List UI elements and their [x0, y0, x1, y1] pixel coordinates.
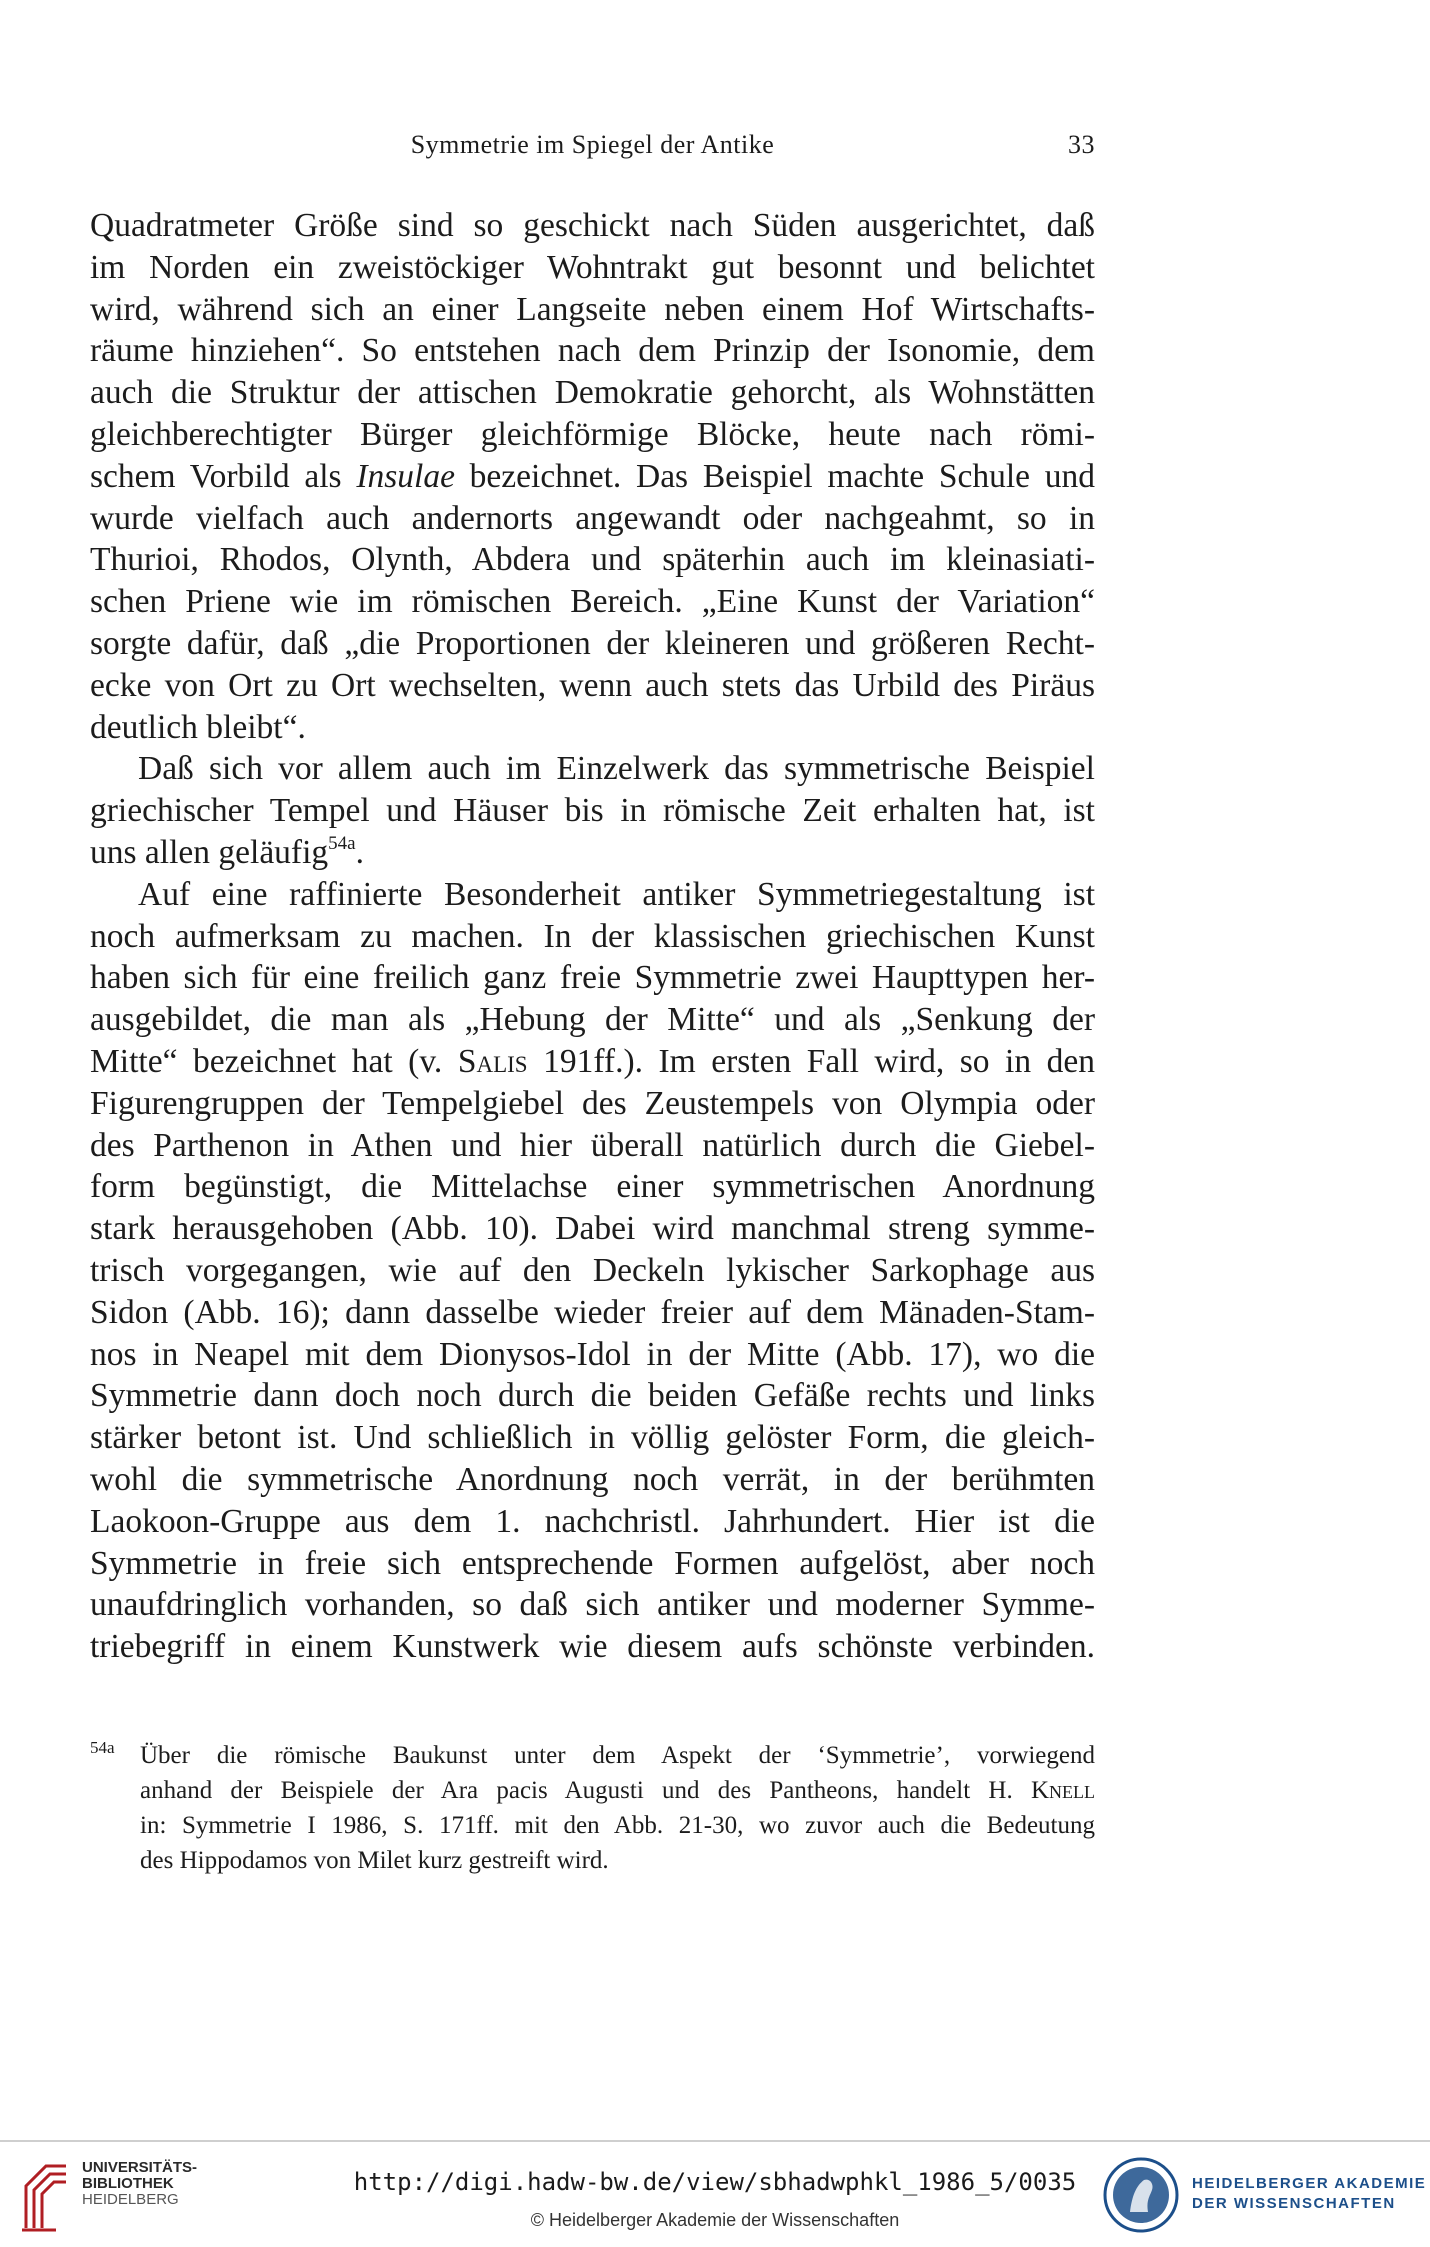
text-line: schem Vorbild als Insulae bezeichnet. Das Beispiel machte Schule und — [90, 457, 1095, 495]
text-line: im Norden ein zweistöckiger Wohntrakt gut besonnt und belichtet — [90, 248, 1095, 286]
running-head — [90, 130, 1095, 170]
text-line: stärker betont ist. Und schließlich in völlig gelöster Form, die gleich- — [90, 1419, 1095, 1457]
text-line: ausgebildet, die man als „Hebung der Mitte“ und als „Senkung der — [90, 1001, 1095, 1039]
text-line: haben sich für eine freilich ganz freie Symmetrie zwei Haupttypen her- — [90, 959, 1095, 997]
academy-name: HEIDELBERGER AKADEMIE DER WISSENSCHAFTEN — [1192, 2175, 1427, 2212]
footnote-line: anhand der Beispiele der Ara pacis Augusti und des Pantheons, handelt H. Knell — [140, 1777, 1095, 1804]
text-line: räume hinziehen“. So entstehen nach dem Prinzip der Isonomie, dem — [90, 332, 1095, 370]
text-line: Symmetrie in freie sich entsprechende Formen aufgelöst, aber noch — [90, 1544, 1095, 1582]
text-line: stark herausgehoben (Abb. 10). Dabei wird manchmal streng symme- — [90, 1210, 1095, 1248]
author-name: Knell — [1030, 1777, 1095, 1804]
text-line: triebegriff in einem Kunstwerk wie diesem aufs schönste verbinden. — [90, 1628, 1095, 1666]
page-number: 33 — [1068, 130, 1095, 159]
copyright-notice: © Heidelberger Akademie der Wissenschaften — [530, 2210, 900, 2230]
text-line: deutlich bleibt“. — [90, 708, 306, 746]
text-line: Daß sich vor allem auch im Einzelwerk das symmetrische Beispiel — [138, 750, 1095, 788]
text-line: sorgte dafür, daß „die Proportionen der kleineren und größeren Recht- — [90, 624, 1095, 662]
footnote — [90, 1738, 1095, 1878]
footnote-mark: 54a — [90, 1738, 115, 1757]
text-line: des Parthenon in Athen und hier überall natürlich durch die Giebel- — [90, 1126, 1095, 1164]
author-name: Salis — [457, 1042, 528, 1080]
text-line: trisch vorgegangen, wie auf den Deckeln lykischer Sarkophage aus — [90, 1251, 1095, 1289]
text-line: Quadratmeter Größe sind so geschickt nach Süden ausgerichtet, daß — [90, 207, 1095, 244]
text-line: wohl die symmetrische Anordnung noch verrät, in der berühmten — [90, 1460, 1095, 1498]
text-line: Figurengruppen der Tempelgiebel des Zeustempels von Olympia oder — [90, 1084, 1095, 1122]
text-line: gleichberechtigter Bürger gleichförmige Blöcke, heute nach römi- — [90, 415, 1095, 453]
text-line: Auf eine raffinierte Besonderheit antiker Symmetriegestaltung ist — [138, 875, 1095, 913]
text-line: Thurioi, Rhodos, Olynth, Abdera und späterhin auch im kleinasiati- — [90, 541, 1095, 579]
text-line: schen Priene wie im römischen Bereich. „Eine Kunst der Variation“ — [90, 583, 1095, 621]
university-library-name: UNIVERSITÄTS- BIBLIOTHEK HEIDELBERG — [82, 2159, 198, 2208]
text-line: Laokoon-Gruppe aus dem 1. nachchristl. Jahrhundert. Hier ist die — [90, 1502, 1095, 1540]
italic-term: Insulae — [356, 457, 455, 495]
footnote-ref[interactable]: 54a — [328, 832, 356, 854]
text-line: form begünstigt, die Mittelachse einer symmetrischen Anordnung — [90, 1168, 1095, 1206]
text-line: nos in Neapel mit dem Dionysos-Idol in der Mitte (Abb. 17), wo die — [90, 1335, 1095, 1373]
academy-seal-icon — [1102, 2156, 1180, 2234]
footnote-line: Über die römische Baukunst unter dem Aspekt der ‘Symmetrie’, vorwiegend — [140, 1742, 1095, 1769]
text-line: unaufdringlich vorhanden, so daß sich antiker und moderner Symme- — [90, 1586, 1095, 1624]
text-line: auch die Struktur der attischen Demokratie gehorcht, als Wohnstätten — [90, 374, 1095, 412]
text-line: noch aufmerksam zu machen. In der klassischen griechischen Kunst — [90, 917, 1095, 955]
text-line: griechischer Tempel und Häuser bis in römische Zeit erhalten hat, ist — [90, 792, 1095, 830]
text-line: Mitte“ bezeichnet hat (v. Salis 191ff.). Im ersten Fall wird, so in den — [90, 1042, 1096, 1080]
body-text — [90, 205, 1095, 1668]
running-title: Symmetrie im Spiegel der Antike — [410, 130, 775, 159]
digitization-footer — [0, 2140, 1430, 2247]
text-line: Sidon (Abb. 16); dann dasselbe wieder freier auf dem Mänaden-Stam- — [90, 1293, 1095, 1331]
text-line: wurde vielfach auch andernorts angewandt oder nachgeahmt, so in — [90, 499, 1095, 537]
text-line: Symmetrie dann doch noch durch die beiden Gefäße rechts und links — [90, 1377, 1095, 1415]
footnote-line: des Hippodamos von Milet kurz gestreift wird. — [140, 1847, 609, 1874]
page-url-link[interactable]: http://digi.hadw-bw.de/view/sbhadwphkl_1986_5/0035 — [353, 2168, 1077, 2196]
text-line: uns allen geläufig$^{54a}$. — [90, 832, 364, 871]
text-line: ecke von Ort zu Ort wechselten, wenn auch stets das Urbild des Piräus — [90, 666, 1095, 704]
footnote-line: in: Symmetrie I 1986, S. 171ff. mit den Abb. 21-30, wo zuvor auch die Bedeutung — [140, 1812, 1095, 1839]
text-line: wird, während sich an einer Langseite neben einem Hof Wirtschafts- — [90, 290, 1095, 328]
